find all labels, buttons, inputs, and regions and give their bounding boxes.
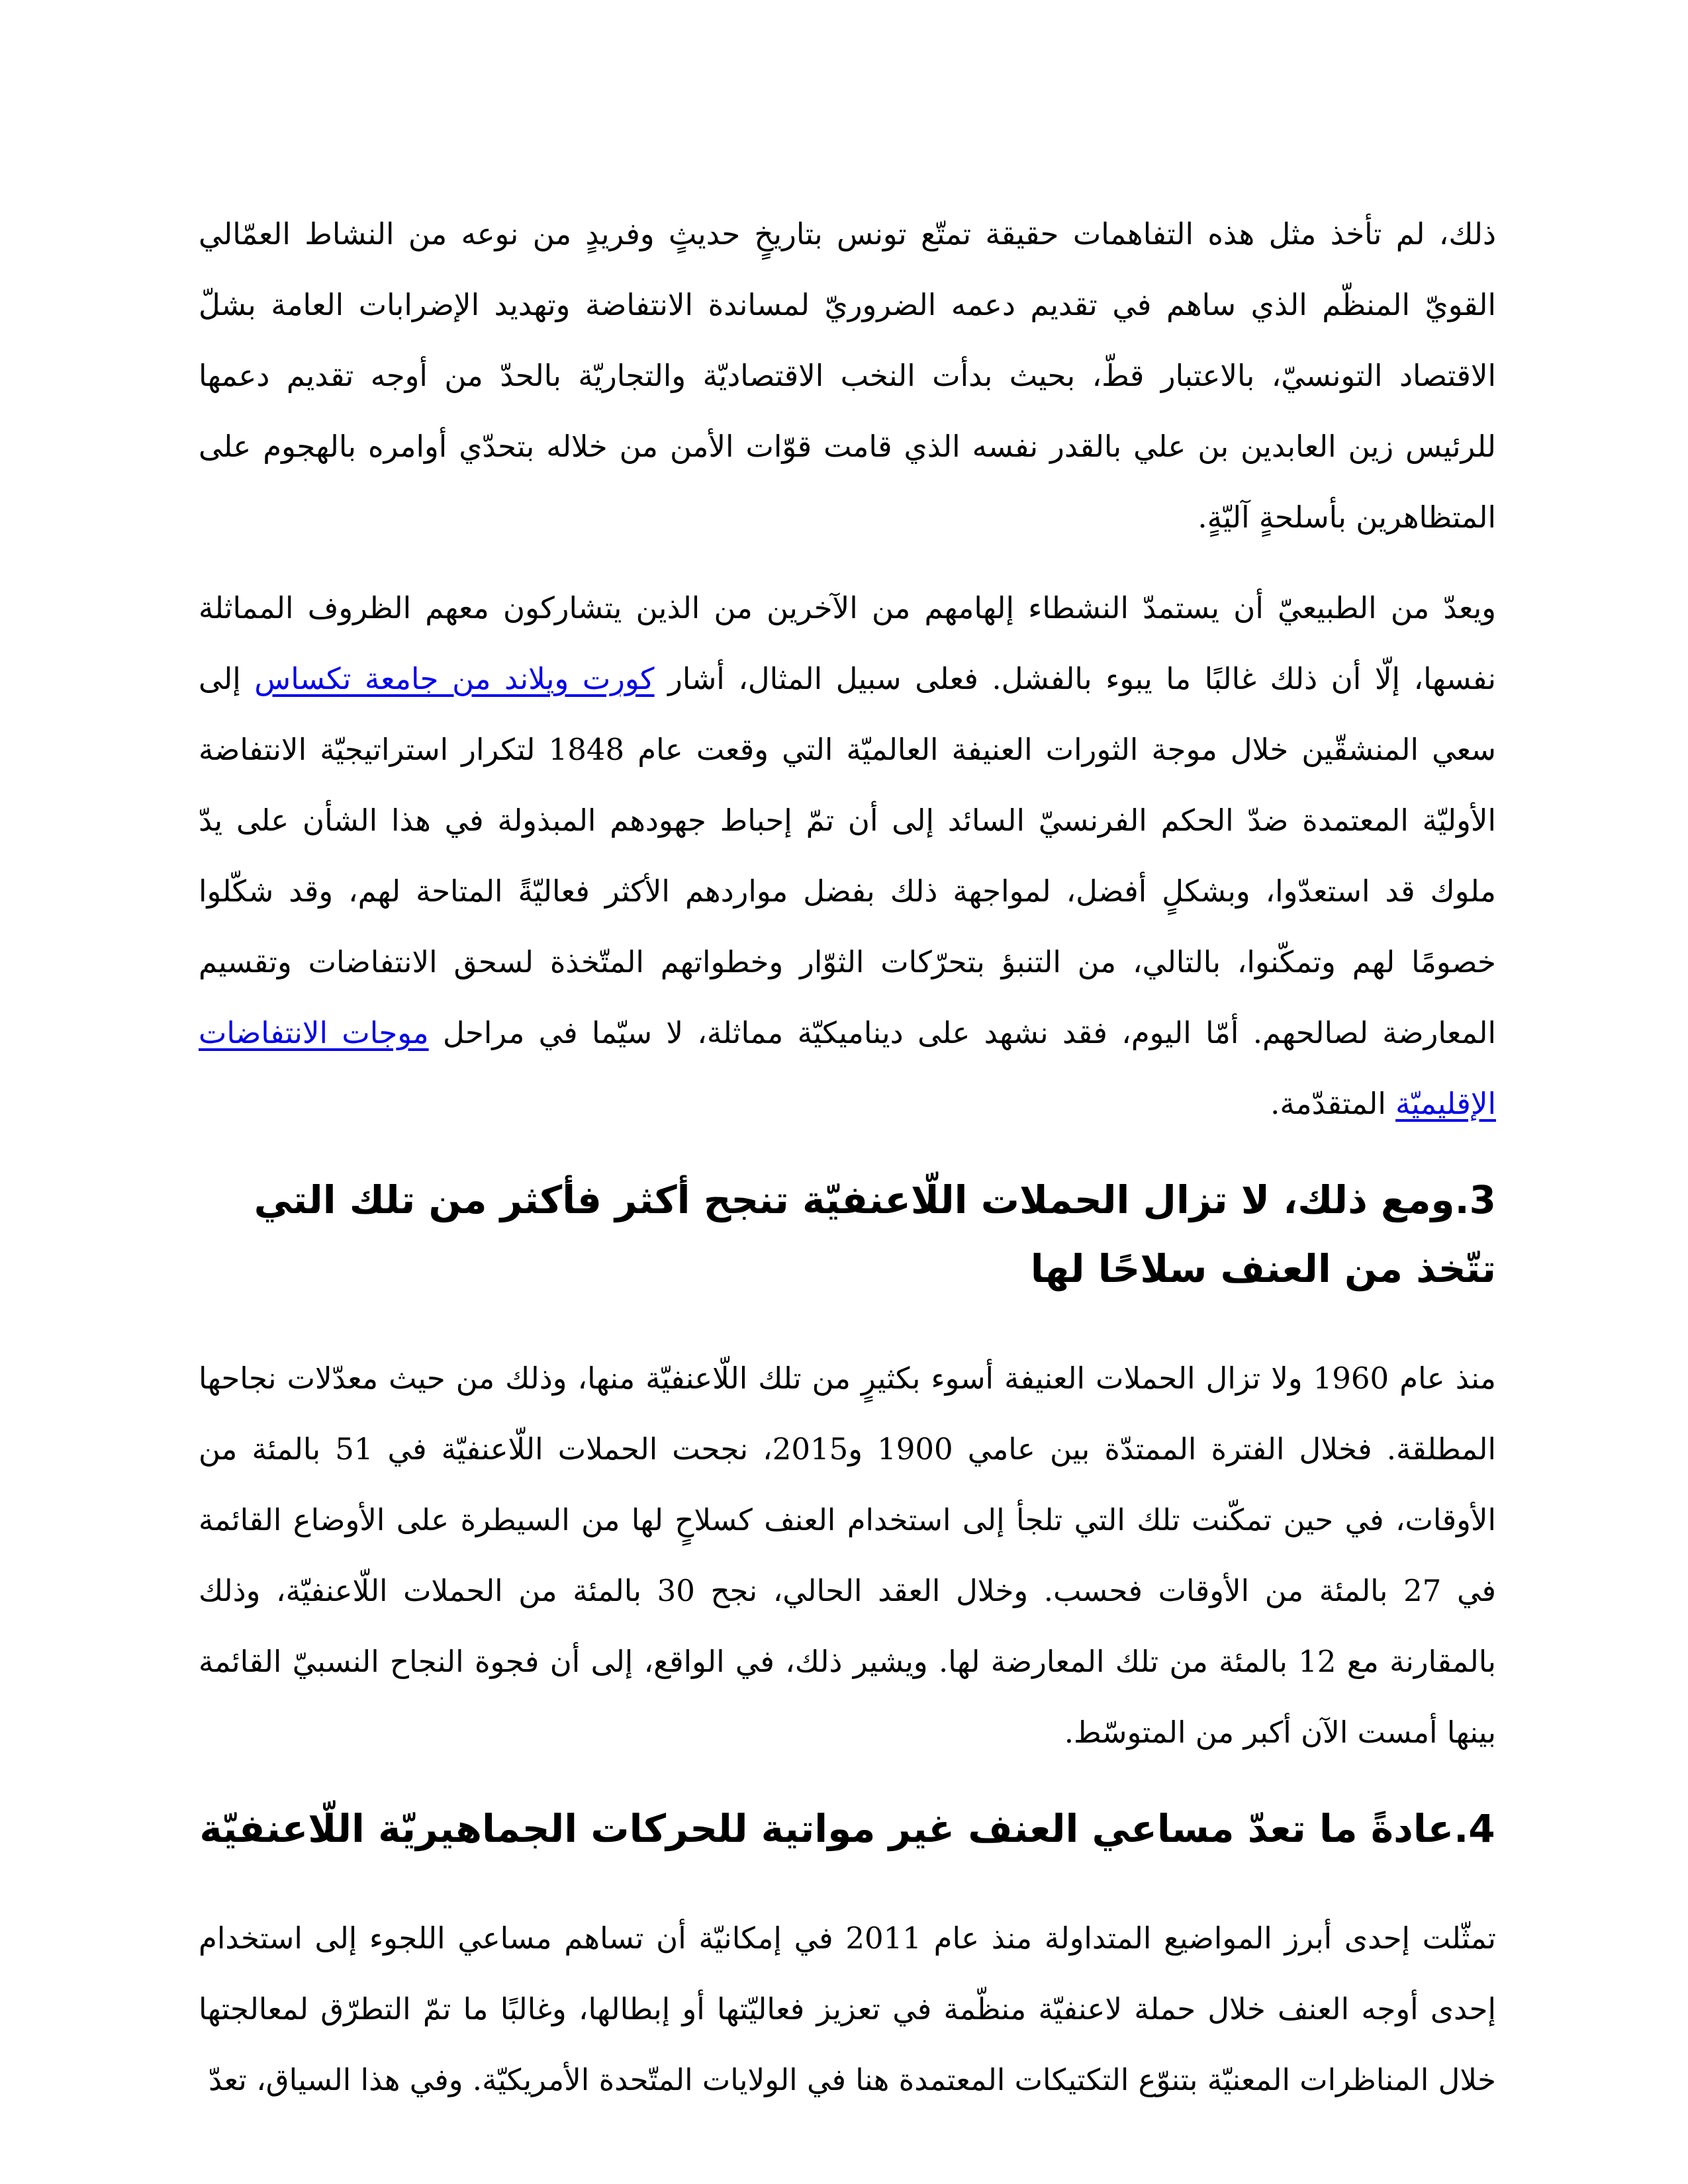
paragraph-2 <box>199 572 1496 1139</box>
document-page <box>199 199 1496 2115</box>
paragraph-2-text-2: إلى سعي المنشقّين خلال موجة الثورات العنيفة العالميّة التي وقعت عام 1848 لتكرار استراتيجيّة الانتفاضة الأوليّة المعتمدة ضدّ الحكم الفرنسيّ السائد إلى أن تمّ إحباط جهودهم المبذولة في هذا الشأن على يدّ ملوك قد استعدّوا، وبشكلٍ أفضل، لمواجهة ذلك بفضل مواردهم الأكثر فعاليّةً المتاحة لهم، وقد شكّلوا خصومًا لهم وتمكّنوا، بالتالي، من التنبؤ بتحرّكات الثوّار وخطواتهم المتّخذة لسحق الانتفاضات وتقسيم المعارضة لصالحهم. أمّا اليوم، فقد نشهد على ديناميكيّة مماثلة، لا سيّما في مراحل <box>199 661 1496 1050</box>
link-regional-uprising-waves[interactable]: موجات الانتفاضات الإقليميّة <box>199 1015 1496 1121</box>
paragraph-2-text-1: ويعدّ من الطبيعيّ أن يستمدّ النشطاء إلهامهم من الآخرين من الذين يتشاركون معهم الظروف المماثلة نفسها، إلّا أن ذلك غالبًا ما يبوء بالفشل. فعلى سبيل المثال، أشار <box>199 590 1496 696</box>
paragraph-4: تمثّلت إحدى أبرز المواضيع المتداولة منذ عام 2011 في إمكانيّة أن تساهم مساعي اللجوء إلى استخدام إحدى أوجه العنف خلال حملة لاعنفيّة منظّمة في تعزيز فعاليّتها أو إبطالها، وغالبًا ما تمّ التطرّق لمعالجتها خلال المناظرات المعنيّة بتنوّع التكتيكات المعتمدة هنا في الولايات المتّحدة الأمريكيّة. وفي هذا السياق، تعدّ <box>199 1921 1496 2097</box>
link-kurt-weyland[interactable]: كورت ويلاند من جامعة تكساس <box>254 661 655 696</box>
section-heading-3: 3.ومع ذلك، لا تزال الحملات اللّاعنفيّة تنجح أكثر فأكثر من تلك التي تتّخذ من العنف سلاحًا لها <box>254 1177 1496 1291</box>
paragraph-3: منذ عام 1960 ولا تزال الحملات العنيفة أسوء بكثيرٍ من تلك اللّاعنفيّة منها، وذلك من حيث معدّلات نجاحها المطلقة. فخلال الفترة الممتدّة بين عامي 1900 و2015، نجحت الحملات اللّاعنفيّة في 51 بالمئة من الأوقات، في حين تمكّنت تلك التي تلجأ إلى استخدام العنف كسلاحٍ لها من السيطرة على الأوضاع القائمة في 27 بالمئة من الأوقات فحسب. وخلال العقد الحالي، نجح 30 بالمئة من الحملات اللّاعنفيّة، وذلك بالمقارنة مع 12 بالمئة من تلك المعارضة لها. ويشير ذلك، في الواقع، إلى أن فجوة النجاح النسبيّ القائمة بينها أمست الآن أكبر من المتوسّط. <box>199 1361 1496 1750</box>
paragraph-2-text-3: المتقدّمة. <box>1270 1086 1396 1121</box>
paragraph-1: ذلك، لم تأخذ مثل هذه التفاهمات حقيقة تمتّع تونس بتاريخٍ حديثٍ وفريدٍ من نوعه من النشاط العمّالي القويّ المنظّم الذي ساهم في تقديم دعمه الضروريّ لمساندة الانتفاضة وتهديد الإضرابات العامة بشلّ الاقتصاد التونسيّ، بالاعتبار قطّ، بحيث بدأت النخب الاقتصاديّة والتجاريّة بالحدّ من أوجه تقديم دعمها للرئيس زين العابدين بن علي بالقدر نفسه الذي قامت قوّات الأمن من خلاله بتحدّي أوامره بالهجوم على المتظاهرين بأسلحةٍ آليّةٍ. <box>199 216 1496 535</box>
section-heading-4: 4.عادةً ما تعدّ مساعي العنف غير مواتية للحركات الجماهيريّة اللّاعنفيّة <box>199 1806 1495 1851</box>
